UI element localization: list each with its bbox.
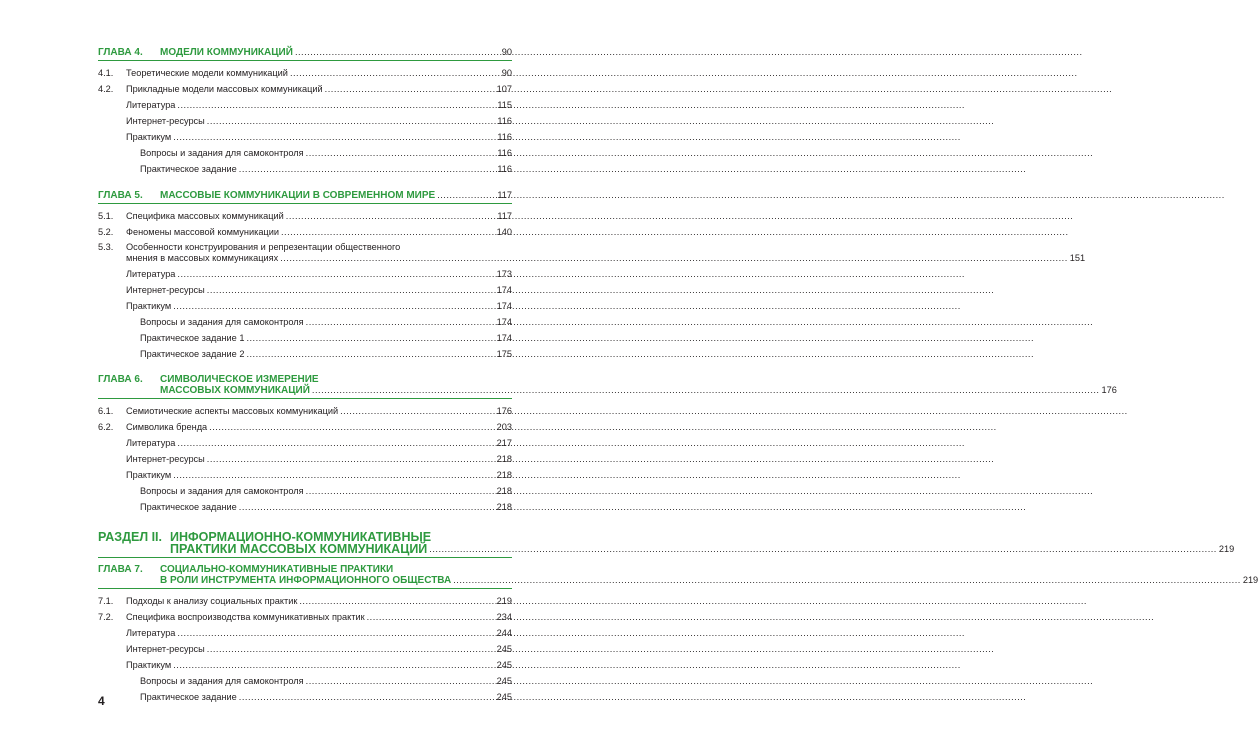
- toc-entry: [98, 467, 512, 483]
- entry-title: Практикум: [126, 660, 172, 670]
- leader-dots: [177, 100, 495, 111]
- leader-dots: [239, 692, 495, 703]
- page-ref: 218: [496, 502, 512, 512]
- leader-dots: [173, 470, 494, 481]
- leader-dots: [177, 269, 494, 280]
- entry-title-line2: мнения в массовых коммуникациях: [126, 253, 279, 263]
- leader-dots: [437, 190, 495, 201]
- leader-dots: [173, 301, 494, 312]
- entry-title: Практикум: [126, 470, 172, 480]
- entry-title: Вопросы и задания для самоконтроля: [140, 486, 304, 496]
- toc-entry: [98, 81, 512, 97]
- entry-title: Практическое задание 2: [140, 349, 245, 359]
- entry-title: Феномены массовой коммуникации: [126, 227, 279, 237]
- page-ref: 174: [496, 333, 512, 343]
- entry-number: 5.3.: [98, 242, 114, 252]
- chapter-title-line1: СИМВОЛИЧЕСКОЕ ИЗМЕРЕНИЕ: [160, 374, 319, 385]
- page-ref: 217: [496, 438, 512, 448]
- page-ref: 173: [496, 269, 512, 279]
- toc-entry: [98, 403, 512, 419]
- page-ref: 151: [1069, 253, 1086, 263]
- leader-dots: [173, 132, 495, 143]
- page-ref: 116: [497, 148, 512, 158]
- leader-dots: [290, 68, 500, 79]
- entry-number: 4.1.: [98, 68, 114, 78]
- chapter-heading: [98, 372, 1117, 399]
- chapter-label: ГЛАВА 5.: [98, 190, 143, 201]
- entry-title: Интернет-ресурсы: [126, 644, 205, 654]
- toc-entry: [98, 224, 512, 240]
- leader-dots: [177, 438, 494, 449]
- entry-title: Литература: [126, 100, 176, 110]
- toc-entry: [98, 330, 512, 346]
- leader-dots: [306, 148, 496, 159]
- page-ref: 203: [496, 422, 512, 432]
- entry-number: 7.2.: [98, 612, 114, 622]
- entry-number: 7.1.: [98, 596, 114, 606]
- toc-entry: [98, 240, 1086, 266]
- chapter-label: ГЛАВА 7.: [98, 564, 143, 575]
- chapter-title-line2: МАССОВЫХ КОММУНИКАЦИЙ: [160, 385, 310, 396]
- toc-entry: [98, 673, 512, 689]
- entry-title: Практикум: [126, 301, 172, 311]
- toc-entry: [98, 435, 512, 451]
- page-ref: 174: [496, 301, 512, 311]
- leader-dots: [306, 676, 495, 687]
- toc-entry: [98, 689, 512, 705]
- entry-number: 4.2.: [98, 84, 114, 94]
- toc-entry: [98, 97, 512, 113]
- chapter-title-line1: СОЦИАЛЬНО-КОММУНИКАТИВНЫЕ ПРАКТИКИ: [160, 564, 394, 575]
- chapter-title: МАССОВЫЕ КОММУНИКАЦИИ В СОВРЕМЕННОМ МИРЕ: [160, 190, 436, 201]
- leader-dots: [207, 644, 495, 655]
- entry-title: Специфика воспроизводства коммуникативных практик: [126, 612, 365, 622]
- leader-dots: [207, 285, 495, 296]
- leader-dots: [340, 406, 495, 417]
- page-ref: 90: [501, 68, 512, 78]
- page-ref: 234: [496, 612, 512, 622]
- entry-title: Практическое задание 1: [140, 333, 245, 343]
- entry-number: 6.1.: [98, 406, 114, 416]
- page-ref: 245: [496, 644, 512, 654]
- leader-dots: [295, 47, 500, 58]
- toc-entry: [98, 161, 512, 177]
- leader-dots: [246, 333, 494, 344]
- section-heading: [98, 529, 1235, 558]
- page-ref: 245: [496, 660, 512, 670]
- page-ref: 176: [496, 406, 512, 416]
- leader-dots: [286, 211, 496, 222]
- toc-entry: [98, 113, 512, 129]
- toc-entry: [98, 346, 512, 362]
- page-ref: 218: [496, 470, 512, 480]
- page-number: 4: [98, 694, 105, 708]
- toc-entry: [98, 145, 512, 161]
- leader-dots: [453, 575, 1241, 586]
- toc-entry: [98, 129, 512, 145]
- page-ref: 140: [496, 227, 512, 237]
- entry-title: Интернет-ресурсы: [126, 454, 205, 464]
- chapter-heading: [98, 44, 512, 61]
- entry-title: Теоретические модели коммуникаций: [126, 68, 288, 78]
- page-ref: 245: [496, 676, 512, 686]
- entry-number: 5.1.: [98, 211, 114, 221]
- leader-dots: [209, 422, 494, 433]
- table-of-contents: [98, 44, 1258, 705]
- toc-entry: [98, 609, 512, 625]
- chapter-heading: [98, 562, 1258, 589]
- leader-dots: [429, 543, 1217, 555]
- chapter-label: ГЛАВА 4.: [98, 47, 143, 58]
- section-title-line2: ПРАКТИКИ МАССОВЫХ КОММУНИКАЦИЙ: [170, 542, 428, 556]
- toc-entry: [98, 266, 512, 282]
- chapter-title: МОДЕЛИ КОММУНИКАЦИЙ: [160, 47, 293, 58]
- entry-title: Вопросы и задания для самоконтроля: [140, 676, 304, 686]
- toc-entry: [98, 593, 512, 609]
- entry-title: Вопросы и задания для самоконтроля: [140, 148, 304, 158]
- toc-entry: [98, 314, 512, 330]
- section-title-line1: ИНФОРМАЦИОННО-КОММУНИКАТИВНЫЕ: [170, 530, 432, 544]
- page-ref: 115: [497, 100, 512, 110]
- page-ref: 218: [496, 486, 512, 496]
- toc-entry: [98, 65, 512, 81]
- leader-dots: [239, 164, 496, 175]
- section-label: РАЗДЕЛ II.: [98, 530, 163, 544]
- page-ref: 116: [497, 132, 512, 142]
- page-ref: 116: [497, 164, 512, 174]
- entry-title: Специфика массовых коммуникаций: [126, 211, 284, 221]
- entry-title: Подходы к анализу социальных практик: [126, 596, 298, 606]
- toc-entry: [98, 451, 512, 467]
- chapter-heading: [98, 187, 512, 204]
- page-ref: 90: [501, 47, 512, 57]
- page-ref: 245: [496, 692, 512, 702]
- entry-number: 5.2.: [98, 227, 114, 237]
- toc-entry: [98, 298, 512, 314]
- leader-dots: [207, 454, 495, 465]
- entry-title: Литература: [126, 269, 176, 279]
- chapter-label: ГЛАВА 6.: [98, 374, 143, 385]
- leader-dots: [325, 84, 495, 95]
- page-ref: 219: [1218, 544, 1235, 554]
- page-ref: 174: [496, 317, 512, 327]
- page-ref: 117: [497, 211, 512, 221]
- toc-entry: [98, 419, 512, 435]
- page-ref: 219: [496, 596, 512, 606]
- entry-title: Литература: [126, 438, 176, 448]
- toc-entry: [98, 657, 512, 673]
- page-ref: 218: [496, 454, 512, 464]
- toc-entry: [98, 208, 512, 224]
- leader-dots: [239, 502, 495, 513]
- toc-entry: [98, 499, 512, 515]
- leader-dots: [312, 385, 1100, 396]
- toc-entry: [98, 625, 512, 641]
- entry-title: Практическое задание: [140, 164, 237, 174]
- page-ref: 219: [1242, 575, 1258, 585]
- page-ref: 244: [496, 628, 512, 638]
- entry-title: Литература: [126, 628, 176, 638]
- page-ref: 176: [1101, 385, 1117, 395]
- chapter-title-line2: В РОЛИ ИНСТРУМЕНТА ИНФОРМАЦИОННОГО ОБЩЕСТВА: [160, 575, 452, 586]
- leader-dots: [299, 596, 494, 607]
- entry-title: Практическое задание: [140, 692, 237, 702]
- entry-title: Прикладные модели массовых коммуникаций: [126, 84, 323, 94]
- leader-dots: [207, 116, 496, 127]
- toc-entry: [98, 483, 512, 499]
- leader-dots: [173, 660, 494, 671]
- toc-entry: [98, 641, 512, 657]
- page-ref: 116: [497, 116, 512, 126]
- leader-dots: [281, 227, 495, 238]
- page-ref: 117: [497, 190, 512, 200]
- leader-dots: [306, 317, 495, 328]
- entry-title-line1: Особенности конструирования и репрезентации общественного: [126, 242, 401, 252]
- leader-dots: [246, 349, 494, 360]
- leader-dots: [367, 612, 495, 623]
- page-ref: 174: [496, 285, 512, 295]
- leader-dots: [280, 253, 1068, 264]
- page-ref: 175: [496, 349, 512, 359]
- entry-title: Символика бренда: [126, 422, 208, 432]
- entry-number: 6.2.: [98, 422, 114, 432]
- leader-dots: [306, 486, 495, 497]
- entry-title: Интернет-ресурсы: [126, 285, 205, 295]
- entry-title: Интернет-ресурсы: [126, 116, 205, 126]
- entry-title: Вопросы и задания для самоконтроля: [140, 317, 304, 327]
- entry-title: Семиотические аспекты массовых коммуникаций: [126, 406, 339, 416]
- leader-dots: [177, 628, 494, 639]
- entry-title: Практикум: [126, 132, 172, 142]
- page-ref: 107: [496, 84, 512, 94]
- entry-title: Практическое задание: [140, 502, 237, 512]
- toc-entry: [98, 282, 512, 298]
